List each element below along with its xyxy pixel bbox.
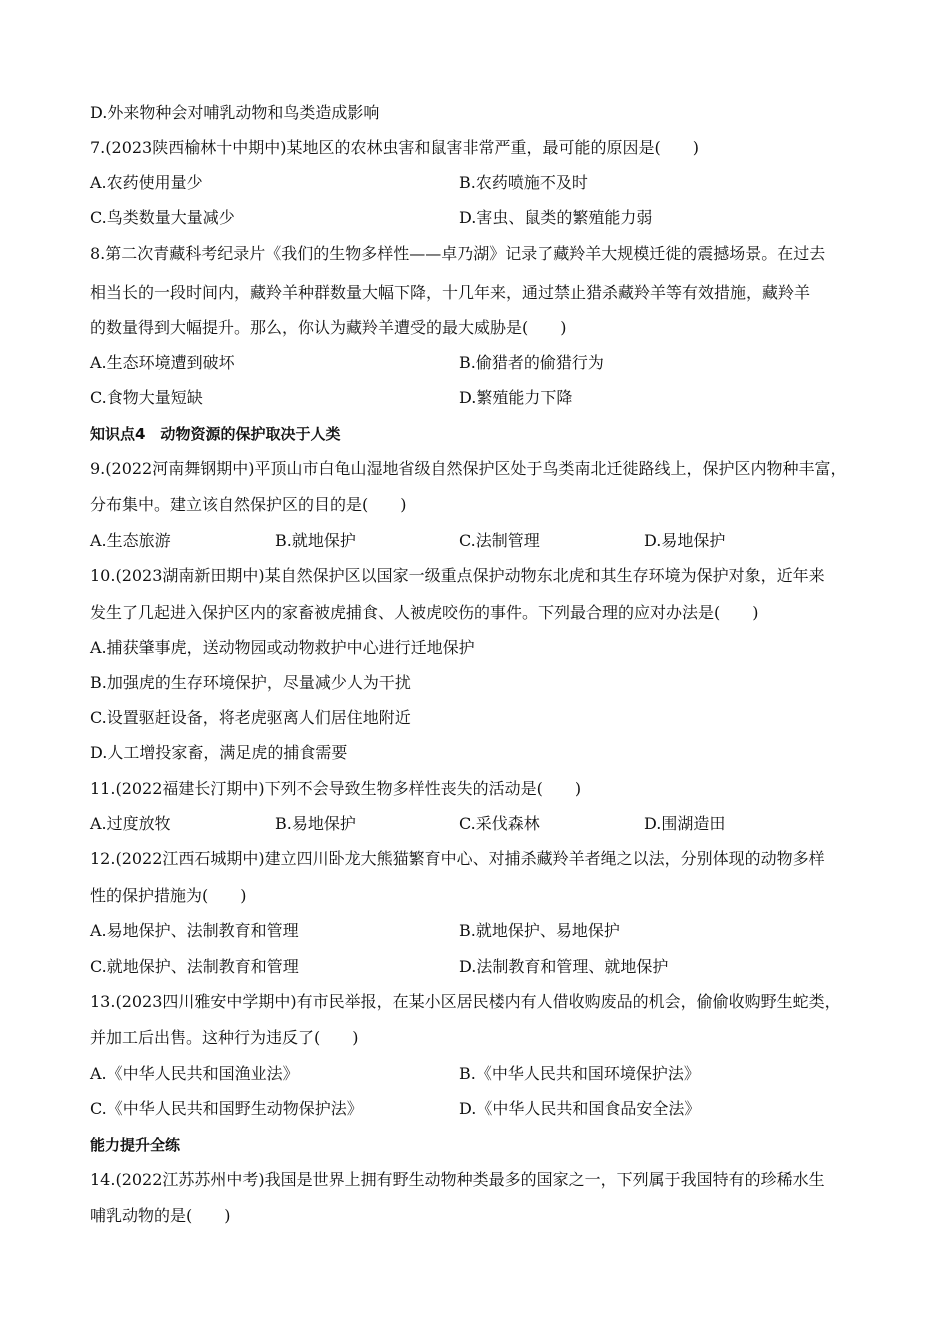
q13-option-c: C.《中华人民共和国野生动物保护法》 <box>90 1099 363 1118</box>
q7-stem: 7.(2023陕西榆林十中期中)某地区的农林虫害和鼠害非常严重，最可能的原因是( ) <box>90 138 699 157</box>
q11-option-d: D.围湖造田 <box>644 814 726 833</box>
q9-option-d: D.易地保护 <box>644 531 726 550</box>
q10-stem-line-2: 发生了几起进入保护区内的家畜被虎捕食、人被虎咬伤的事件。下列最合理的应对办法是( ) <box>90 603 759 622</box>
q14-stem-line-2: 哺乳动物的是( ) <box>90 1206 231 1225</box>
q8-option-b: B.偷猎者的偷猎行为 <box>459 353 604 372</box>
q13-stem-line-2: 并加工后出售。这种行为违反了( ) <box>90 1028 359 1047</box>
q8-option-d: D.繁殖能力下降 <box>459 388 573 407</box>
q9-stem-line-2: 分布集中。建立该自然保护区的目的是( ) <box>90 495 407 514</box>
q7-option-c: C.鸟类数量大量减少 <box>90 208 235 227</box>
q11-stem: 11.(2022福建长汀期中)下列不会导致生物多样性丧失的活动是( ) <box>90 779 582 798</box>
q13-option-b: B.《中华人民共和国环境保护法》 <box>459 1064 700 1083</box>
q10-stem-line-1: 10.(2023湖南新田期中)某自然保护区以国家一级重点保护动物东北虎和其生存环境为保护对象，近年来 <box>90 566 825 585</box>
q12-stem-line-2: 性的保护措施为( ) <box>90 886 247 905</box>
q11-option-b: B.易地保护 <box>275 814 356 833</box>
q13-option-d: D.《中华人民共和国食品安全法》 <box>459 1099 701 1118</box>
section-heading-ability: 能力提升全练 <box>90 1136 181 1154</box>
q13-stem-line-1: 13.(2023四川雅安中学期中)有市民举报，在某小区居民楼内有人借收购废品的机会，偷偷收购野生蛇类， <box>90 992 841 1011</box>
q9-option-c: C.法制管理 <box>459 531 540 550</box>
q8-stem-line-2: 相当长的一段时间内，藏羚羊种群数量大幅下降，十几年来，通过禁止猎杀藏羚羊等有效措施，藏羚羊 <box>90 283 811 302</box>
q10-option-c: C.设置驱赶设备，将老虎驱离人们居住地附近 <box>90 708 411 727</box>
q8-stem-line-3: 的数量得到大幅提升。那么，你认为藏羚羊遭受的最大威胁是( ) <box>90 318 567 337</box>
q8-stem-line-1: 8.第二次青藏科考纪录片《我们的生物多样性——卓乃湖》记录了藏羚羊大规模迁徙的震撼场景。在过去 <box>90 244 826 263</box>
q11-option-c: C.采伐森林 <box>459 814 540 833</box>
q10-option-a: A.捕获肇事虎，送动物园或动物救护中心进行迁地保护 <box>90 638 475 657</box>
q12-option-c: C.就地保护、法制教育和管理 <box>90 957 299 976</box>
q12-option-d: D.法制教育和管理、就地保护 <box>459 957 669 976</box>
q12-option-a: A.易地保护、法制教育和管理 <box>90 921 299 940</box>
q11-option-a: A.过度放牧 <box>90 814 171 833</box>
q10-option-d: D.人工增投家畜，满足虎的捕食需要 <box>90 743 348 762</box>
q9-option-b: B.就地保护 <box>275 531 356 550</box>
q7-option-d: D.害虫、鼠类的繁殖能力弱 <box>459 208 653 227</box>
q7-option-a: A.农药使用量少 <box>90 173 203 192</box>
q14-stem-line-1: 14.(2022江苏苏州中考)我国是世界上拥有野生动物种类最多的国家之一，下列属于我国特有的珍稀水生 <box>90 1170 825 1189</box>
q9-option-a: A.生态旅游 <box>90 531 171 550</box>
q9-stem-line-1: 9.(2022河南舞钢期中)平顶山市白龟山湿地省级自然保护区处于鸟类南北迁徙路线上，保护区内物种丰富， <box>90 459 847 478</box>
q6-option-d: D.外来物种会对哺乳动物和鸟类造成影响 <box>90 103 380 122</box>
section-heading-knowledge-point-4: 知识点4 动物资源的保护取决于人类 <box>90 425 341 443</box>
q12-option-b: B.就地保护、易地保护 <box>459 921 620 940</box>
q12-stem-line-1: 12.(2022江西石城期中)建立四川卧龙大熊猫繁育中心、对捕杀藏羚羊者绳之以法，分别体现的动物多样 <box>90 849 825 868</box>
q10-option-b: B.加强虎的生存环境保护，尽量减少人为干扰 <box>90 673 411 692</box>
q7-option-b: B.农药喷施不及时 <box>459 173 588 192</box>
q8-option-c: C.食物大量短缺 <box>90 388 203 407</box>
q13-option-a: A.《中华人民共和国渔业法》 <box>90 1064 299 1083</box>
q8-option-a: A.生态环境遭到破坏 <box>90 353 235 372</box>
